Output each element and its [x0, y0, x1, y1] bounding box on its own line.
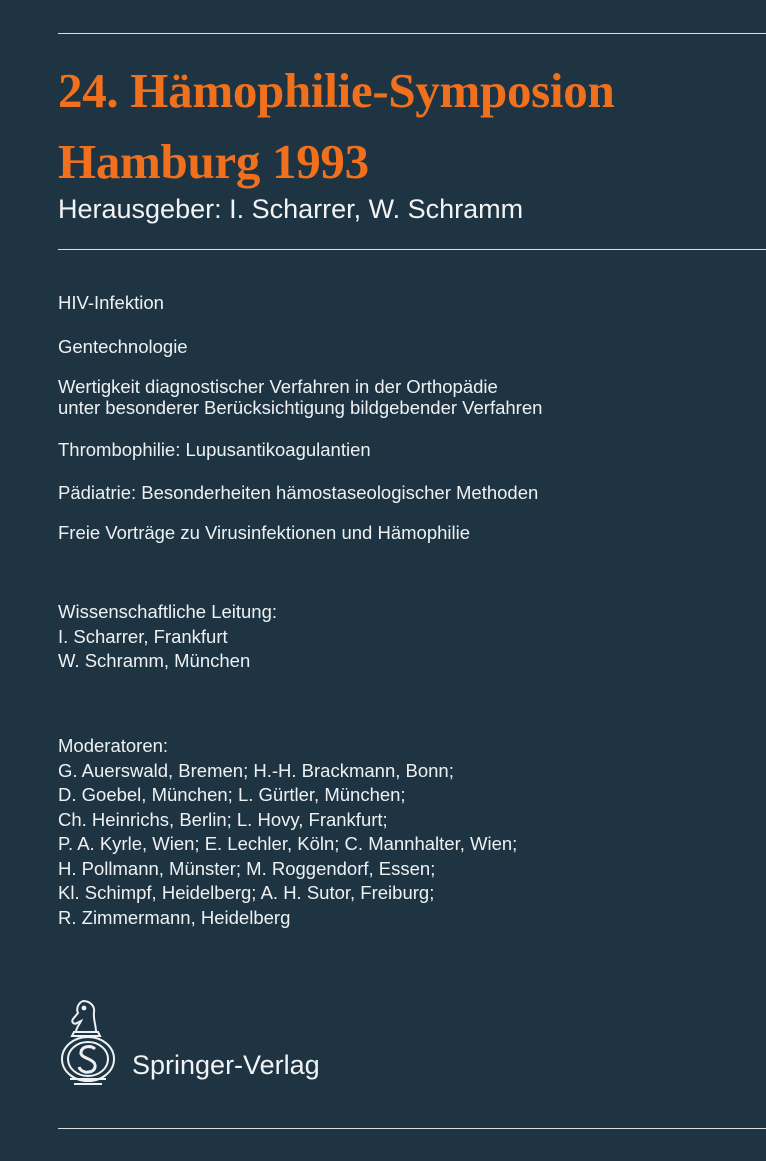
- top-divider: [58, 33, 766, 34]
- middle-divider: [58, 249, 766, 250]
- topic-item: [58, 522, 470, 543]
- topic-line: Wertigkeit diagnostischer Verfahren in der Orthopädie: [58, 376, 498, 397]
- editors-line: Herausgeber: I. Scharrer, W. Schramm: [58, 194, 524, 224]
- scientific-lead-section: [58, 600, 277, 674]
- moderators-heading: Moderatoren:: [58, 735, 169, 756]
- scientific-lead-person: I. Scharrer, Frankfurt: [58, 625, 228, 647]
- bottom-divider: [58, 1128, 766, 1129]
- topic-item: [58, 482, 538, 503]
- moderators-line: P. A. Kyrle, Wien; E. Lechler, Köln; C. Mannhalter, Wien;: [58, 833, 518, 854]
- topic-line: Gentechnologie: [58, 336, 188, 357]
- moderators-line: R. Zimmermann, Heidelberg: [58, 906, 291, 928]
- moderators-line: G. Auerswald, Bremen; H.-H. Brackmann, Bonn;: [58, 759, 454, 781]
- moderators-line: D. Goebel, München; L. Gürtler, München;: [58, 784, 406, 805]
- moderators-section: [58, 734, 517, 930]
- topic-item: [58, 376, 542, 418]
- topic-item: [58, 336, 188, 357]
- moderators-line: H. Pollmann, Münster; M. Roggendorf, Essen;: [58, 857, 436, 879]
- moderators-line: Kl. Schimpf, Heidelberg; A. H. Sutor, Freiburg;: [58, 882, 435, 903]
- book-title-line-2: Hamburg 1993: [58, 134, 369, 189]
- topic-line: HIV-Infektion: [58, 292, 164, 313]
- topic-line: Pädiatrie: Besonderheiten hämostaseologischer Methoden: [58, 482, 539, 503]
- scientific-lead-person: W. Schramm, München: [58, 650, 251, 671]
- scientific-lead-heading: Wissenschaftliche Leitung:: [58, 601, 278, 622]
- publisher-name: Springer-Verlag: [132, 1050, 320, 1080]
- topic-line: Thrombophilie: Lupusantikoagulantien: [58, 439, 371, 460]
- topic-line: Freie Vorträge zu Virusinfektionen und Hämophilie: [58, 522, 471, 543]
- book-title-line-1: 24. Hämophilie-Symposion: [58, 63, 615, 118]
- topic-item: [58, 439, 371, 460]
- springer-chess-knight-logo-icon: [56, 997, 120, 1089]
- moderators-line: Ch. Heinrichs, Berlin; L. Hovy, Frankfurt;: [58, 808, 388, 830]
- topic-item: [58, 292, 164, 313]
- topic-line: unter besonderer Berücksichtigung bildgebender Verfahren: [58, 397, 543, 418]
